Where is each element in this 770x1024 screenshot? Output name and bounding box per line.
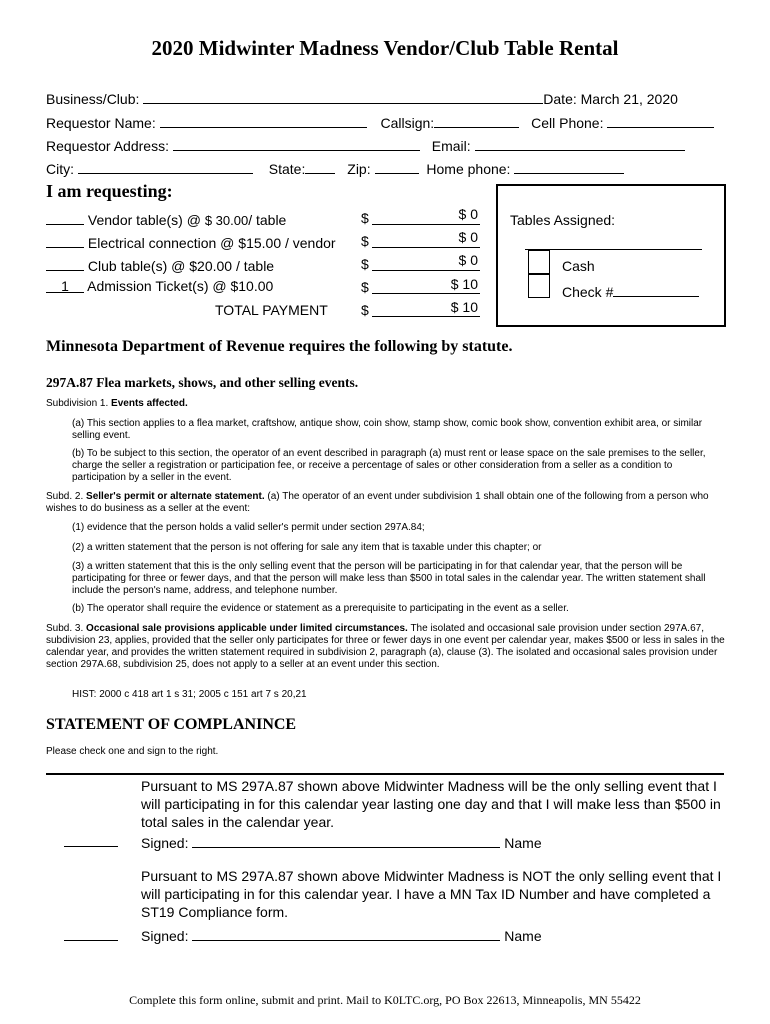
- paragraph-b: (b) To be subject to this section, the operator of an event described in paragraph (a) must rent or lease space on the sale premises to the seller, charge the seller a registration or participation fee, or receive a percentage of sales or other consideration from a seller as a condition to participation by a seller in the event.: [72, 448, 706, 483]
- club-amount-line: [372, 269, 480, 271]
- vendor-qty-field[interactable]: [46, 210, 84, 225]
- vendor-label: Vendor table(s) @: [87, 212, 201, 228]
- total-amount[interactable]: $ 10: [450, 299, 478, 315]
- club-dollar: $: [361, 256, 369, 272]
- option-1-text: Pursuant to MS 297A.87 shown above Midwinter Madness will be the only selling event that I will participating in for this calendar year lasting one day and that I will make less than $500 in total sales in the calendar year.: [141, 778, 721, 830]
- electrical-amount-line: [372, 246, 480, 248]
- vendor-amount[interactable]: $ 0: [458, 206, 478, 222]
- tables-assigned-label: Tables Assigned:: [510, 212, 616, 228]
- city-label: City:: [46, 161, 74, 177]
- footer-note: Complete this form online, submit and print. Mail to K0LTC.org, PO Box 22613, Minneapolis, MN 55422: [129, 993, 641, 1007]
- sub2-text: (a) The operator of an event under subdivision 1 shall obtain one of the following from a person who wishes to do business as a seller at the event:: [46, 491, 709, 514]
- admission-row: [46, 278, 273, 294]
- option-2-text: Pursuant to MS 297A.87 shown above Midwinter Madness is NOT the only selling event that I will participating in for this calendar year. I have a MN Tax ID Number and have completed a ST19 Compliance form.: [141, 868, 722, 920]
- business-field[interactable]: [143, 89, 543, 104]
- callsign-field[interactable]: [434, 113, 519, 128]
- option-1-signature-row: [141, 833, 542, 851]
- sub3-prefix: Subd. 3.: [46, 623, 84, 634]
- admission-label: Admission Ticket(s) @ $10.00: [87, 278, 274, 294]
- zip-label: Zip:: [347, 161, 371, 177]
- admission-amount-line: [372, 292, 480, 294]
- compliance-divider: [46, 773, 724, 775]
- option-1-checkmark-field[interactable]: [64, 846, 118, 847]
- address-label: Requestor Address:: [46, 138, 169, 154]
- check-row: [562, 282, 699, 300]
- requestor-label: Requestor Name:: [46, 115, 156, 131]
- option-2-signed-label: Signed:: [141, 928, 189, 944]
- option-1-signed-label: Signed:: [141, 835, 189, 851]
- city-field[interactable]: [78, 159, 253, 174]
- admission-amount[interactable]: $ 10: [450, 276, 478, 292]
- vendor-amount-line: [372, 223, 480, 225]
- vendor-dollar: $: [361, 210, 369, 226]
- page-title: 2020 Midwinter Madness Vendor/Club Table Rental: [151, 36, 619, 60]
- callsign-label: Callsign:: [380, 115, 435, 131]
- electrical-amount[interactable]: $ 0: [458, 229, 478, 245]
- admission-qty-field[interactable]: 1: [46, 278, 84, 293]
- option-2-name-label: Name: [504, 928, 542, 944]
- check-checkbox[interactable]: [528, 274, 550, 298]
- option-2-checkmark-field[interactable]: [64, 940, 118, 941]
- electrical-dollar: $: [361, 233, 369, 249]
- home-phone-label: Home phone:: [426, 161, 511, 177]
- option-1-signature-field[interactable]: [192, 833, 500, 848]
- city-row: [46, 159, 624, 177]
- zip-field[interactable]: [375, 159, 419, 174]
- subdivision-1: [46, 398, 726, 410]
- item-2: (2) a written statement that the person is not offering for sale any item that is taxable under this chapter; or: [72, 542, 542, 553]
- check-number-field[interactable]: [613, 282, 699, 297]
- business-row: [46, 89, 678, 107]
- statute-heading: Minnesota Department of Revenue requires the following by statute.: [46, 338, 513, 355]
- subdivision-2: [46, 491, 724, 515]
- date-label: Date: March 21, 2020: [543, 91, 678, 107]
- cash-checkbox[interactable]: [528, 250, 550, 274]
- vendor-table-row: [46, 210, 286, 228]
- cell-label: Cell Phone:: [531, 115, 604, 131]
- item-1: (1) evidence that the person holds a valid seller's permit under section 297A.84;: [72, 522, 425, 533]
- sub2-prefix: Subd. 2.: [46, 491, 84, 502]
- option-2-signature-field[interactable]: [192, 926, 500, 941]
- electrical-row: [46, 233, 336, 251]
- subdivision-3: [46, 623, 726, 671]
- address-row: [46, 136, 685, 154]
- compliance-instruction: Please check one and sign to the right.: [46, 746, 219, 757]
- cell-field[interactable]: [607, 113, 714, 128]
- club-qty-field[interactable]: [46, 256, 84, 271]
- electrical-label: Electrical connection @ $15.00 / vendor: [87, 235, 336, 251]
- admission-dollar: $: [361, 279, 369, 295]
- email-field[interactable]: [475, 136, 685, 151]
- address-field[interactable]: [173, 136, 420, 151]
- option-2-signature-row: [141, 926, 542, 944]
- electrical-qty-field[interactable]: [46, 233, 84, 248]
- vendor-price: $ 30.00: [204, 213, 249, 228]
- item-3: (3) a written statement that this is the only selling event that the person will be participating in for that calendar year, that the person will be participating for three or fewer days, and that the person will make less than $500 in total sales in the calendar year. The written statement shall include the person's name, address, and telephone number.: [72, 561, 706, 596]
- sub3-text: The isolated and occasional sale provision under section 297A.67, subdivision 23, applies, provided that the seller only participates for three or fewer days in one event per calendar year, makes $500 or less in sales in the calendar year, and provides the written statement required in subdivision 2, paragraph (a), clause (3). The isolated and occasional sales provision under section 297A.68, subdivision 25, does not apply to a seller at an event under this section.: [46, 623, 725, 670]
- state-label: State:: [268, 161, 306, 177]
- check-label: Check #: [562, 284, 614, 300]
- state-field[interactable]: [305, 159, 335, 174]
- sub1-bold: Events affected.: [111, 398, 188, 409]
- section-title: 297A.87 Flea markets, shows, and other selling events.: [46, 375, 359, 390]
- requestor-row: [46, 113, 714, 131]
- home-phone-field[interactable]: [514, 159, 624, 174]
- option-1-name-label: Name: [504, 835, 542, 851]
- business-label: Business/Club:: [46, 91, 140, 107]
- total-amount-line: [372, 315, 480, 317]
- vendor-suffix: / table: [248, 212, 287, 228]
- requesting-heading: I am requesting:: [46, 181, 173, 201]
- club-table-row: [46, 256, 274, 274]
- email-label: Email:: [431, 138, 471, 154]
- sub2-bold: Seller's permit or alternate statement.: [86, 491, 265, 502]
- total-dollar: $: [361, 302, 369, 318]
- club-amount[interactable]: $ 0: [458, 252, 478, 268]
- history-note: HIST: 2000 c 418 art 1 s 31; 2005 c 151 art 7 s 20,21: [72, 689, 307, 700]
- tables-assigned-line[interactable]: [525, 248, 702, 250]
- compliance-heading: STATEMENT OF COMPLANINCE: [46, 716, 297, 733]
- club-label: Club table(s) @ $20.00 / table: [87, 258, 275, 274]
- requestor-field[interactable]: [160, 113, 367, 128]
- paragraph-a: (a) This section applies to a flea market, craftshow, antique show, coin show, stamp show, comic book show, convention exhibit area, or similar selling event.: [72, 418, 703, 441]
- sub1-prefix: Subdivision 1.: [46, 398, 109, 409]
- sub3-bold: Occasional sale provisions applicable under limited circumstances.: [86, 623, 408, 634]
- total-label: TOTAL PAYMENT: [215, 302, 328, 318]
- paragraph-b2: (b) The operator shall require the evidence or statement as a prerequisite to participating in the event as a seller.: [72, 603, 569, 614]
- cash-label: Cash: [562, 258, 595, 274]
